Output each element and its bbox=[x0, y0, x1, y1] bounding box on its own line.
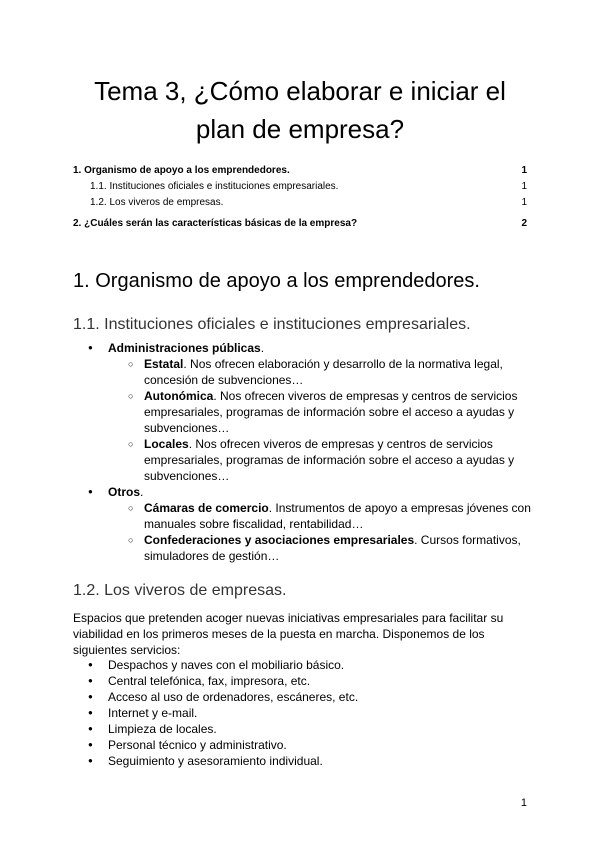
table-of-contents bbox=[73, 163, 527, 232]
list-item-confederaciones: ○ Confederaciones y asociaciones empresariales. Cursos formativos, simuladores de gestión… bbox=[73, 532, 533, 564]
toc-entry-page: 2 bbox=[521, 218, 527, 229]
toc-entry-page: 1 bbox=[521, 165, 527, 176]
toc-entry-1[interactable] bbox=[73, 163, 527, 179]
title-line-1: Tema 3, ¿Cómo elaborar e iniciar el bbox=[94, 76, 506, 106]
list-item-administraciones: ● Administraciones públicas. bbox=[73, 340, 533, 356]
list-item-otros: ● Otros. bbox=[73, 484, 533, 500]
list-item: ● Acceso al uso de ordenadores, escáneres, etc. bbox=[73, 689, 533, 705]
document-title bbox=[0, 72, 600, 148]
toc-entry-text: 1.2. Los viveros de empresas. bbox=[90, 197, 224, 208]
list-item: ● Internet y e-mail. bbox=[73, 705, 533, 721]
toc-entry-page: 1 bbox=[521, 197, 527, 208]
viveros-intro: Espacios que pretenden acoger nuevas iniciativas empresariales para facilitar su viabilidad en los primeros meses de la puesta en marcha. Disponemos de los siguientes servicios: bbox=[73, 611, 504, 657]
toc-entry-text: 2. ¿Cuáles serán las características básicas de la empresa? bbox=[73, 218, 358, 229]
list-item-camaras: ○ Cámaras de comercio. Instrumentos de apoyo a empresas jóvenes con manuales sobre fiscalidad, rentabilidad… bbox=[73, 500, 533, 532]
toc-entry-text: 1. Organismo de apoyo a los emprendedores. bbox=[73, 165, 290, 176]
toc-entry-2[interactable] bbox=[73, 216, 527, 232]
services-list bbox=[73, 657, 533, 769]
list-item-estatal: ○ Estatal. Nos ofrecen elaboración y desarrollo de la normativa legal, concesión de subvenciones… bbox=[73, 356, 533, 388]
toc-entry-1-1[interactable] bbox=[73, 179, 527, 195]
list-item: ● Despachos y naves con el mobiliario básico. bbox=[73, 657, 533, 673]
section-1-2-heading: 1.2. Los viveros de empresas. bbox=[73, 582, 287, 599]
list-item: ● Central telefónica, fax, impresora, etc. bbox=[73, 673, 533, 689]
list-item: ● Personal técnico y administrativo. bbox=[73, 737, 533, 753]
list-item: ● Seguimiento y asesoramiento individual. bbox=[73, 753, 533, 769]
list-item-autonomica: ○ Autonómica. Nos ofrecen viveros de empresas y centros de servicios empresariales, programas de información sobre el acceso a ayudas y subvenciones… bbox=[73, 388, 533, 436]
toc-entry-page: 1 bbox=[521, 181, 527, 192]
section-1-heading: 1. Organismo de apoyo a los emprendedores. bbox=[73, 270, 480, 292]
toc-entry-1-2[interactable] bbox=[73, 195, 527, 211]
list-item-locales: ○ Locales. Nos ofrecen viveros de empresas y centros de servicios empresariales, programas de información sobre el acceso a ayudas y subvenciones… bbox=[73, 436, 533, 484]
title-line-2: plan de empresa? bbox=[195, 114, 405, 144]
institutions-list bbox=[73, 340, 533, 564]
toc-entry-text: 1.1. Instituciones oficiales e instituciones empresariales. bbox=[90, 181, 339, 192]
list-item: ● Limpieza de locales. bbox=[73, 721, 533, 737]
page-number: 1 bbox=[520, 797, 527, 809]
section-1-1-heading: 1.1. Instituciones oficiales e instituciones empresariales. bbox=[73, 316, 471, 333]
